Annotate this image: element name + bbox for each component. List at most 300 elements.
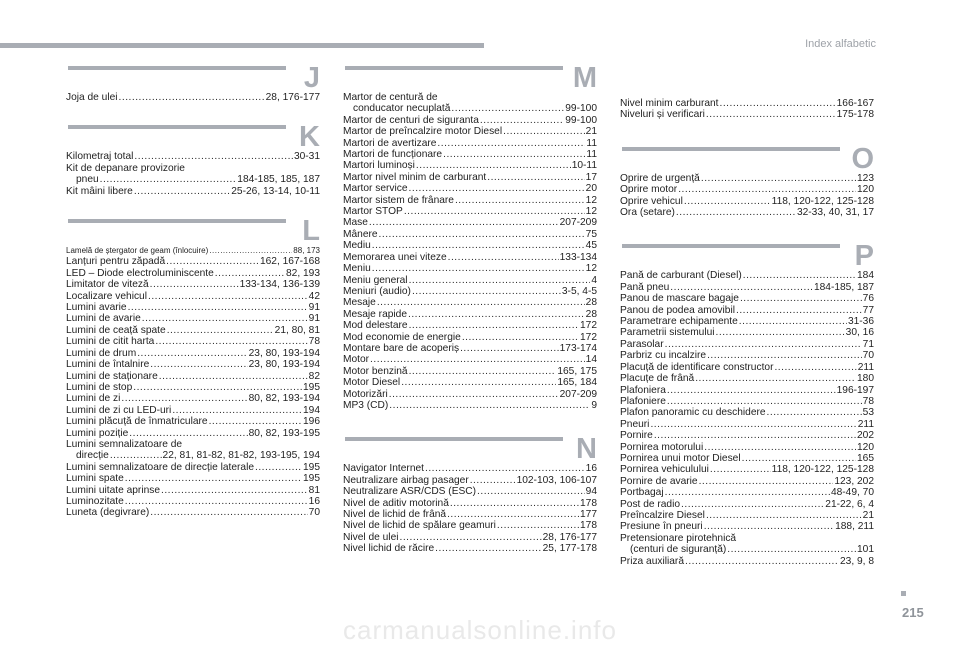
entry-term: Lumini de citit harta <box>66 336 155 348</box>
entry-pages: 120 <box>857 184 874 196</box>
dot-leader <box>704 442 856 453</box>
entry-pages: 48-49, 70 <box>830 487 874 499</box>
index-entry <box>343 389 597 400</box>
section-rule <box>68 66 286 70</box>
entry-term: Lumini de stop <box>66 381 133 393</box>
dot-leader <box>684 196 771 207</box>
entry-pages: 123 <box>857 172 874 184</box>
entry-pages: 53 <box>862 407 874 419</box>
index-section <box>343 62 597 411</box>
index-entry <box>343 297 597 308</box>
entry-pages: 77 <box>862 304 874 316</box>
entry-pages: 91 <box>308 302 320 314</box>
entry-term: Nivel de aditiv motorină <box>343 497 449 509</box>
dot-leader <box>161 485 308 496</box>
entry-term: Meniu general <box>343 274 408 286</box>
index-section <box>620 240 874 567</box>
dot-leader <box>209 416 302 427</box>
index-entry <box>620 464 874 475</box>
entry-term: Kit mâini libere <box>66 185 133 197</box>
entry-term: Martori de funcționare <box>343 149 443 161</box>
entry-term: Neutralizare airbag pasager <box>343 474 469 486</box>
entry-term: Lumini de zi <box>66 393 121 405</box>
entry-pages: 28, 176-177 <box>265 92 320 103</box>
entry-term: Lumini spate <box>66 473 124 485</box>
dot-leader <box>678 184 856 195</box>
entry-term: Martor nivel minim de carburant <box>343 171 487 183</box>
dot-leader <box>150 359 247 370</box>
entry-pages: 10-11 <box>571 160 597 172</box>
entry-list <box>620 270 874 567</box>
dot-leader <box>172 405 302 416</box>
entry-term: Nivel minim carburant <box>620 98 719 109</box>
dot-leader <box>743 270 856 281</box>
index-entry <box>620 207 874 218</box>
dot-leader <box>129 428 247 439</box>
dot-leader <box>665 339 862 350</box>
section-header <box>66 121 320 154</box>
entry-term: Pornire de avarie <box>620 475 698 487</box>
entry-pages: 180 <box>857 373 874 385</box>
section-header <box>620 143 874 173</box>
entry-term: Motorizări <box>343 388 388 400</box>
entry-pages: 165, 175 <box>557 365 597 377</box>
index-entry <box>343 206 597 217</box>
dot-leader <box>450 498 579 509</box>
index-entry <box>620 316 874 327</box>
section-rule <box>68 219 286 223</box>
dot-leader <box>706 510 862 521</box>
section-rule <box>345 437 563 441</box>
index-entry <box>343 377 597 388</box>
entry-pages: 78 <box>308 336 320 348</box>
index-entry <box>343 509 597 520</box>
index-section <box>620 143 874 219</box>
entry-term: Motor Diesel <box>343 377 401 389</box>
entry-pages: 207-209 <box>559 388 597 400</box>
entry-pages: 165 <box>857 452 874 464</box>
index-entry <box>343 309 597 320</box>
dot-leader <box>710 464 771 475</box>
entry-term: Joja de ulei <box>66 92 118 103</box>
index-entry <box>343 366 597 377</box>
entry-pages: 188, 211 <box>835 521 874 533</box>
index-entry <box>620 362 874 373</box>
index-entry <box>66 416 320 427</box>
dot-leader <box>503 126 585 137</box>
dot-leader <box>740 293 862 304</box>
index-entry <box>343 332 597 343</box>
dot-leader <box>400 532 542 543</box>
entry-pages: 16 <box>585 463 597 475</box>
entry-term: Panou de mascare bagaje <box>620 293 739 305</box>
dot-leader <box>401 377 556 388</box>
dot-leader <box>412 286 561 297</box>
entry-pages: 172 <box>580 331 597 343</box>
dot-leader <box>437 138 585 149</box>
entry-term: Lumini de întalnire <box>66 359 150 371</box>
dot-leader <box>142 313 308 324</box>
entry-pages: 195 <box>303 461 320 473</box>
entry-pages: 118, 120-122, 125-128 <box>771 195 874 207</box>
entry-term: Lanțuri pentru zăpadă <box>66 256 166 268</box>
index-entry <box>620 430 874 441</box>
entry-term: Parametrare echipamente <box>620 316 738 328</box>
dot-leader <box>676 207 796 218</box>
entry-term: Martor STOP <box>343 206 403 218</box>
entry-pages: 12 <box>585 206 597 218</box>
entry-pages: 211 <box>857 418 874 430</box>
entry-term: Meniu <box>343 263 371 275</box>
index-entry <box>343 217 597 228</box>
entry-term: Mediu <box>343 240 371 252</box>
dot-leader <box>134 151 293 162</box>
index-entry <box>620 293 874 304</box>
dot-leader <box>369 217 559 228</box>
dot-leader <box>487 172 584 183</box>
dot-leader <box>121 393 247 404</box>
dot-leader <box>716 327 845 338</box>
entry-term: Lumini de staționare <box>66 370 158 382</box>
index-entry <box>343 252 597 263</box>
entry-pages: 101 <box>857 544 874 556</box>
entry-term: Motor benzină <box>343 365 408 377</box>
index-section <box>66 121 320 197</box>
entry-term: (centuri de siguranță) <box>630 544 727 556</box>
index-entry <box>66 174 320 185</box>
index-entry <box>343 149 597 160</box>
entry-term: Neutralizare ASR/CDS (ESC) <box>343 486 477 498</box>
index-entry <box>66 92 320 103</box>
dot-leader <box>455 195 585 206</box>
entry-term: Lumini plăcuță de înmatriculare <box>66 416 208 428</box>
section-letter: N <box>576 433 597 466</box>
entry-term: Lumini de drum <box>66 347 137 359</box>
entry-pages: 80, 82, 193-195 <box>248 427 320 439</box>
entry-pages: 70 <box>862 350 874 362</box>
entry-term: Lumini uitate aprinse <box>66 484 161 496</box>
entry-pages: 30, 16 <box>845 327 874 339</box>
index-entry <box>620 350 874 361</box>
dot-leader <box>125 473 302 484</box>
index-entry <box>343 138 597 149</box>
entry-pages: 184 <box>857 270 874 282</box>
index-entry <box>343 498 597 509</box>
entry-pages: 9 <box>591 399 597 411</box>
entry-term: Plafon panoramic cu deschidere <box>620 407 766 419</box>
entry-pages: 3-5, 4-5 <box>561 285 597 297</box>
entry-term: conducator necuplată <box>353 103 451 115</box>
entry-pages: 17 <box>585 171 597 183</box>
dot-leader <box>736 305 862 316</box>
entry-term: Memorarea unei viteze <box>343 251 447 263</box>
index-entry <box>66 151 320 162</box>
index-entry <box>620 270 874 281</box>
entry-pages: 22, 81, 81-82, 81-82, 193-195, 194 <box>162 450 320 462</box>
section-rule <box>345 66 563 70</box>
index-entry <box>66 268 320 279</box>
index-entry <box>620 521 874 532</box>
entry-pages: 11 <box>586 149 597 161</box>
entry-term: Placuță de identificare constructor <box>620 361 774 373</box>
entry-pages: 21, 80, 81 <box>274 324 320 336</box>
section-header <box>343 62 597 92</box>
index-entry <box>343 195 597 206</box>
entry-pages: 99-100 <box>565 114 597 126</box>
section-rule <box>622 244 840 248</box>
entry-term: Parametrii sistemului <box>620 327 715 339</box>
dot-leader <box>409 183 585 194</box>
dot-leader <box>379 229 585 240</box>
entry-list <box>66 92 320 103</box>
index-entry <box>620 196 874 207</box>
dot-leader <box>215 268 285 279</box>
entry-pages: 196-197 <box>836 384 874 396</box>
index-entry <box>620 544 874 555</box>
entry-pages: 81 <box>308 484 320 496</box>
index-entry <box>66 245 320 256</box>
entry-pages: 91 <box>308 313 320 325</box>
index-column-2 <box>343 62 597 555</box>
index-entry <box>343 240 597 251</box>
section-letter: M <box>572 62 597 94</box>
entry-pages: 207-209 <box>559 217 597 229</box>
entry-pages: 123, 202 <box>834 475 874 487</box>
section-header <box>620 240 874 273</box>
index-entry <box>620 396 874 407</box>
index-entry <box>343 463 597 474</box>
dot-leader <box>377 297 585 308</box>
index-entry <box>343 475 597 486</box>
dot-leader <box>477 486 585 497</box>
index-entry <box>343 115 597 126</box>
entry-term: Luminozitate <box>66 495 124 507</box>
entry-list <box>620 98 874 121</box>
entry-term: Niveluri și verificari <box>620 109 705 121</box>
entry-pages: 184-185, 187 <box>813 281 874 293</box>
dot-leader <box>409 320 579 331</box>
index-entry <box>620 419 874 430</box>
entry-pages: 71 <box>862 338 874 350</box>
entry-pages: 118, 120-122, 125-128 <box>771 464 874 476</box>
watermark: carmanualsonline.info <box>343 615 617 645</box>
entry-term: Mesaje rapide <box>343 308 407 320</box>
index-entry <box>620 98 874 109</box>
entry-term: Pană pneu <box>620 281 670 293</box>
index-entry <box>66 325 320 336</box>
entry-term: Mod economie de energie <box>343 331 461 343</box>
index-entry <box>66 336 320 347</box>
entry-term: Portbagaj <box>620 487 664 499</box>
dot-leader <box>685 556 839 567</box>
dot-leader <box>451 103 564 114</box>
section-rule <box>68 125 286 129</box>
entry-term: Pretensionare pirotehnică <box>620 532 737 544</box>
entry-term: Nivel lichid de răcire <box>343 543 435 555</box>
entry-term: Montare bare de acoperiș <box>343 342 460 354</box>
index-entry <box>66 382 320 393</box>
index-entry <box>343 320 597 331</box>
entry-term: MP3 (CD) <box>343 399 389 411</box>
dot-leader <box>654 430 856 441</box>
dot-leader <box>774 362 856 373</box>
index-entry <box>66 496 320 507</box>
index-entry <box>66 428 320 439</box>
entry-term: Oprire vehicul <box>620 195 683 207</box>
dot-leader <box>134 186 230 197</box>
dot-leader <box>727 544 856 555</box>
index-entry <box>620 385 874 396</box>
dot-leader <box>159 371 308 382</box>
entry-term: Pornirea motorului <box>620 441 704 453</box>
entry-pages: 42 <box>308 290 320 302</box>
dot-leader <box>155 336 307 347</box>
entry-term: Lumini de zi cu LED-uri <box>66 404 172 416</box>
entry-term: Martor de centură de <box>343 92 438 103</box>
entry-term: Nivel de lichid de frână <box>343 509 447 520</box>
dot-leader <box>372 263 585 274</box>
entry-pages: 175-178 <box>836 109 874 121</box>
index-section <box>66 62 320 103</box>
entry-pages: 177 <box>580 509 597 520</box>
dot-leader <box>670 282 813 293</box>
entry-pages: 25, 177-178 <box>542 543 597 555</box>
section-letter: J <box>303 62 320 94</box>
entry-term: Mase <box>343 217 368 229</box>
index-entry <box>620 510 874 521</box>
entry-pages: 21 <box>862 509 874 521</box>
index-entry <box>66 450 320 461</box>
index-section <box>620 98 874 121</box>
dot-leader <box>695 373 856 384</box>
page-number: 215 <box>902 605 924 620</box>
index-entry <box>620 327 874 338</box>
index-entry <box>620 487 874 498</box>
dot-leader <box>133 382 302 393</box>
dot-leader <box>699 476 834 487</box>
index-entry <box>343 183 597 194</box>
entry-pages: 28, 176-177 <box>542 531 597 543</box>
section-letter: L <box>302 215 320 248</box>
entry-term: Lamelă de ștergator de geam (înlocuire) <box>66 246 209 256</box>
entry-pages: 184-185, 185, 187 <box>237 174 320 186</box>
header-title: Index alfabetic <box>805 38 876 50</box>
entry-pages: 21 <box>585 126 597 138</box>
dot-leader <box>704 521 834 532</box>
dot-leader <box>416 160 571 171</box>
index-section <box>343 433 597 554</box>
entry-term: Luneta (degivrare) <box>66 507 150 519</box>
entry-pages: 120 <box>857 441 874 453</box>
index-entry <box>620 339 874 350</box>
index-entry <box>620 305 874 316</box>
index-entry <box>66 256 320 267</box>
index-entry <box>343 400 597 411</box>
section-letter: P <box>854 240 874 273</box>
entry-term: pneu <box>76 174 99 186</box>
entry-term: Meniuri (audio) <box>343 285 411 297</box>
top-bar <box>0 43 484 48</box>
index-entry <box>343 486 597 497</box>
index-entry <box>66 359 320 370</box>
dot-leader <box>137 348 247 359</box>
dot-leader <box>650 419 856 430</box>
dot-leader <box>681 499 824 510</box>
index-entry <box>343 263 597 274</box>
entry-pages: 133-134 <box>559 251 597 263</box>
entry-term: Ora (setare) <box>620 207 675 219</box>
index-entry <box>620 476 874 487</box>
index-entry <box>620 173 874 184</box>
dot-leader <box>166 256 259 267</box>
index-entry <box>620 373 874 384</box>
entry-term: Localizare vehicul <box>66 290 147 302</box>
index-entry <box>343 532 597 543</box>
dot-leader <box>370 354 585 365</box>
entry-pages: 28 <box>585 297 597 309</box>
entry-term: Pornirea vehiculului <box>620 464 709 476</box>
entry-pages: 23, 9, 8 <box>840 555 874 567</box>
index-entry <box>343 354 597 365</box>
entry-term: Mesaje <box>343 297 376 309</box>
entry-term: Lumini semnalizatoare de <box>66 438 183 450</box>
index-entry <box>620 407 874 418</box>
entry-term: Lumini semnalizatoare de direcție laterale <box>66 461 255 473</box>
entry-term: LED – Diode electroluminiscente <box>66 267 214 279</box>
section-rule <box>622 147 840 151</box>
dot-leader <box>167 325 274 336</box>
entry-term: Post de radio <box>620 498 681 510</box>
section-header <box>66 215 320 248</box>
index-entry <box>66 279 320 290</box>
index-entry <box>66 302 320 313</box>
dot-leader <box>443 149 585 160</box>
index-entry <box>66 291 320 302</box>
entry-term: Lumini avarie <box>66 302 127 314</box>
dot-leader <box>148 291 308 302</box>
dot-leader <box>408 309 585 320</box>
entry-term: Parasolar <box>620 338 664 350</box>
entry-pages: 82, 193 <box>286 267 320 279</box>
entry-pages: 133-134, 136-139 <box>239 279 320 291</box>
entry-term: Mod delestare <box>343 320 408 332</box>
index-column-1 <box>66 62 320 519</box>
entry-term: Martori de avertizare <box>343 137 437 149</box>
entry-term: Lumini poziție <box>66 427 129 439</box>
dot-leader <box>462 332 579 343</box>
entry-pages: 25-26, 13-14, 10-11 <box>231 185 320 197</box>
entry-term: Parbriz cu incalzire <box>620 350 707 362</box>
dot-leader <box>497 520 579 531</box>
entry-pages: 162, 167-168 <box>259 256 320 268</box>
entry-term: Martori luminoși <box>343 160 415 172</box>
entry-term: Pneuri <box>620 418 650 430</box>
entry-pages: 20 <box>585 183 597 195</box>
entry-pages: 21-22, 6, 4 <box>825 498 874 510</box>
dot-leader <box>460 343 559 354</box>
dot-leader <box>255 462 302 473</box>
entry-pages: 99-100 <box>565 103 597 115</box>
dot-leader <box>739 316 847 327</box>
section-letter: O <box>851 142 874 175</box>
index-entry <box>66 186 320 197</box>
entry-pages: 165, 184 <box>557 377 597 389</box>
dot-leader <box>125 496 308 507</box>
dot-leader <box>720 98 836 109</box>
entry-pages: 178 <box>580 497 597 509</box>
page-marker <box>901 591 906 596</box>
index-entry <box>620 109 874 120</box>
